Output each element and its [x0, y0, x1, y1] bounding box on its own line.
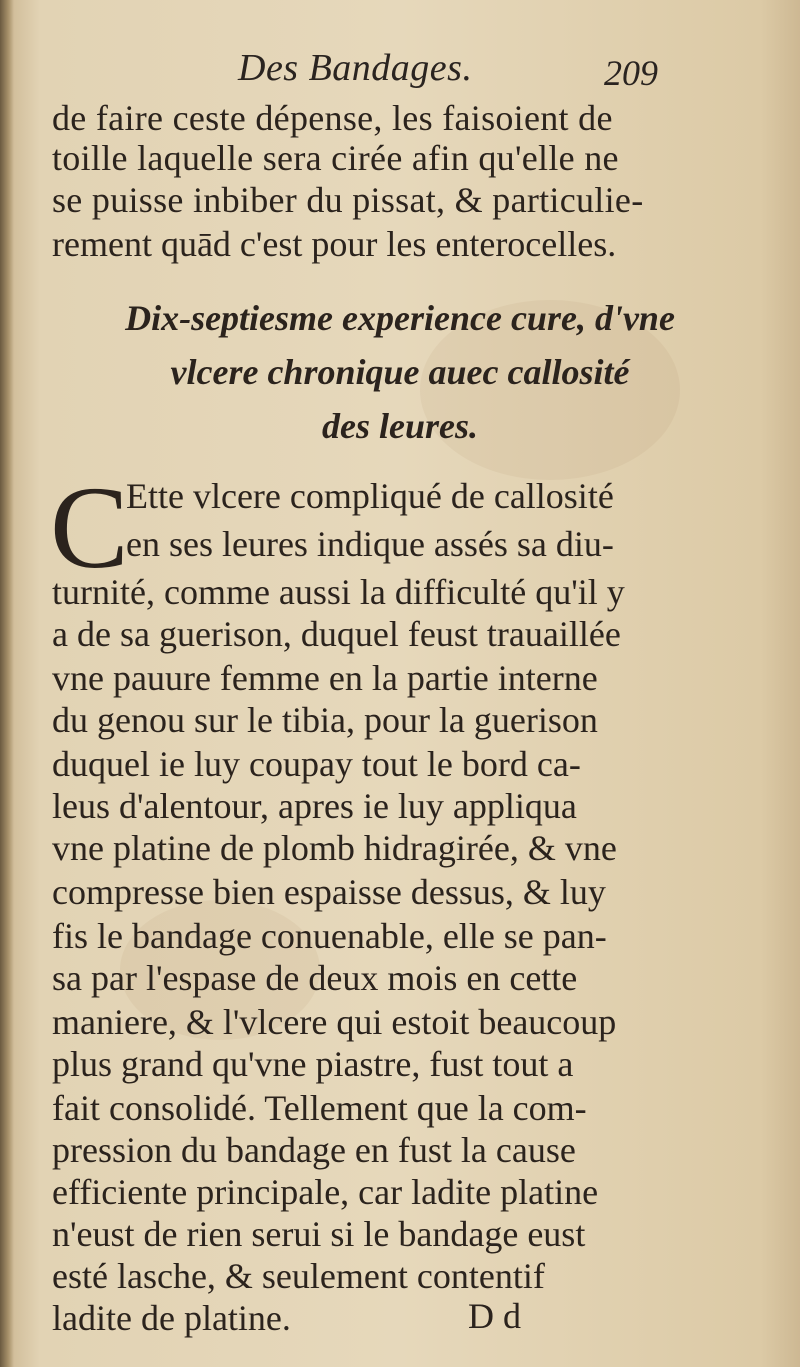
text-line: maniere, & l'vlcere qui estoit beaucoup — [52, 1002, 617, 1042]
drop-cap: C — [50, 462, 129, 593]
text-line: leus d'alentour, apres ie luy appliqua — [52, 786, 577, 826]
signature-mark: D d — [468, 1296, 521, 1336]
text-line: fait consolidé. Tellement que la com- — [52, 1088, 587, 1128]
text-line: du genou sur le tibia, pour la guerison — [52, 700, 598, 740]
text-line: en ses leures indique assés sa diu- — [126, 524, 614, 564]
text-line: turnité, comme aussi la difficulté qu'il y — [52, 572, 625, 612]
page-header — [0, 46, 800, 96]
text-line: se puisse inbiber du pissat, & particulie- — [52, 180, 644, 220]
heading-line: vlcere chronique auec callosité — [170, 352, 630, 392]
text-line: efficiente principale, car ladite platine — [52, 1172, 599, 1212]
text-line: compresse bien espaisse dessus, & luy — [52, 872, 606, 912]
text-line: plus grand qu'vne piastre, fust tout a — [52, 1044, 574, 1084]
text-line: pression du bandage en fust la cause — [52, 1130, 576, 1170]
text-line: n'eust de rien serui si le bandage eust — [52, 1214, 586, 1254]
text-line: sa par l'espase de deux mois en cette — [52, 958, 578, 998]
text-line: fis le bandage conuenable, elle se pan- — [52, 916, 607, 956]
book-spine-shadow — [0, 0, 14, 1367]
text-line: rement quād c'est pour les enterocelles. — [52, 224, 617, 264]
text-line: esté lasche, & seulement contentif — [52, 1256, 545, 1296]
page-number: 209 — [604, 53, 658, 93]
text-line: de faire ceste dépense, les faisoient de — [52, 98, 613, 138]
text-line: ladite de platine. — [52, 1298, 291, 1338]
text-line: duquel ie luy coupay tout le bord ca- — [52, 744, 581, 784]
heading-line: des leures. — [322, 406, 478, 446]
text-line: toille laquelle sera cirée afin qu'elle ne — [52, 138, 619, 178]
text-line: vne platine de plomb hidragirée, & vne — [52, 828, 617, 868]
heading-line: Dix-septiesme experience cure, d'vne — [125, 298, 675, 338]
text-line: Ette vlcere compliqué de callosité — [126, 476, 614, 516]
text-line: vne pauure femme en la partie interne — [52, 658, 598, 698]
running-head: Des Bandages. — [238, 47, 473, 89]
text-line: a de sa guerison, duquel feust trauaillée — [52, 614, 621, 654]
